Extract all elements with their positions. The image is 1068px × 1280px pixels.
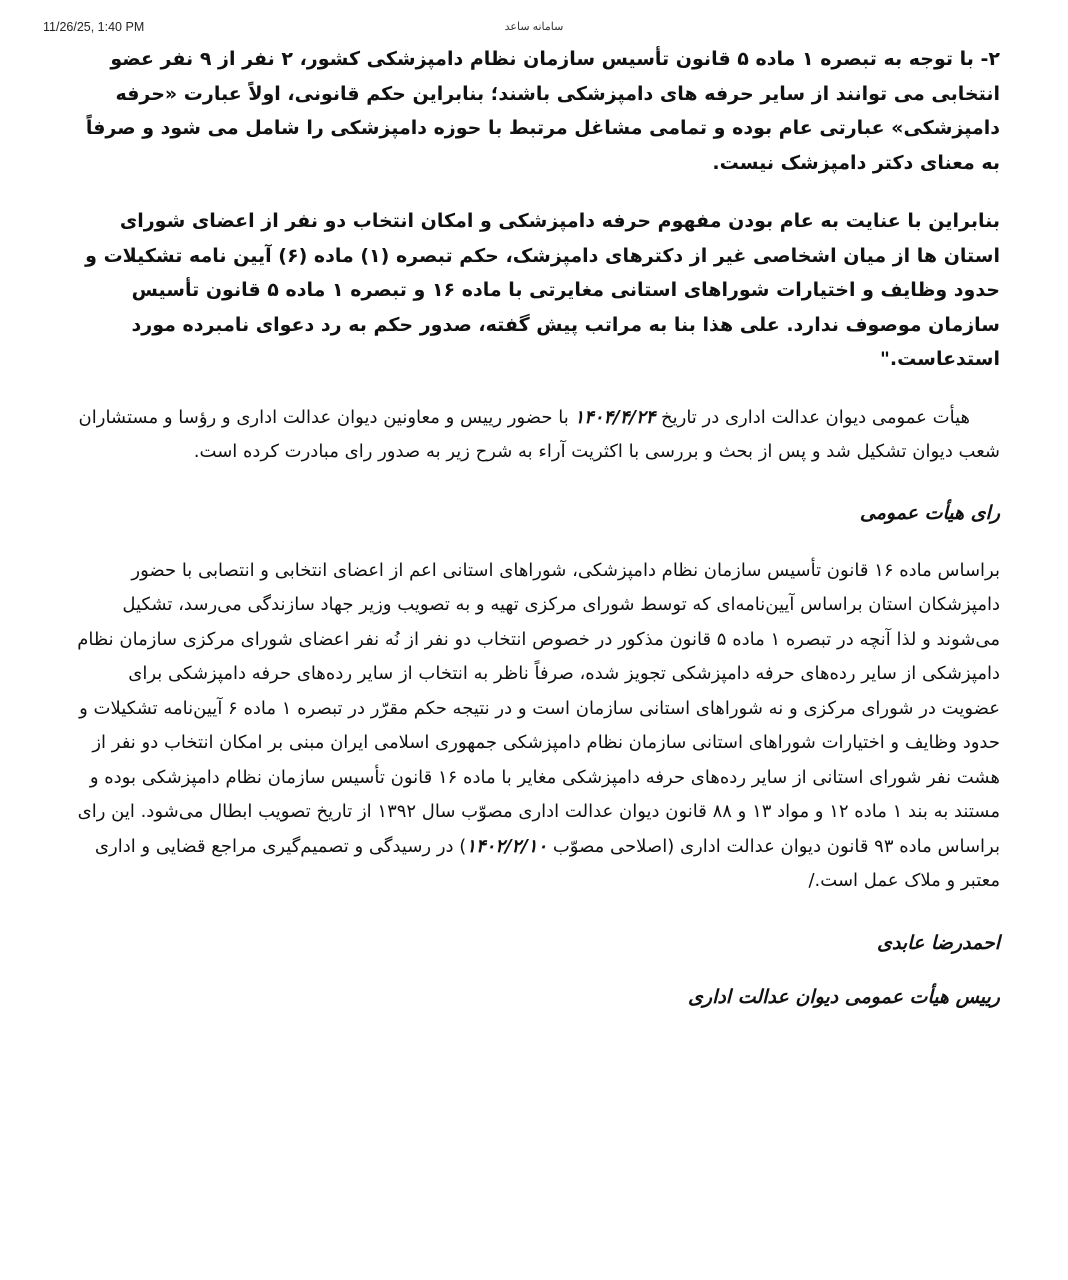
- paragraph-defense-point-2: ۲- با توجه به تبصره ۱ ماده ۵ قانون تأسیس سازمان نظام دامپزشکی کشور، ۲ نفر از ۹ نفر عضو انتخابی می توانند از سایر حرفه های دامپزشکی باشند؛ بنابراین حکم قانونی، اولاً عبارت «حرفه دامپزشکی» عبارتی عام بوده و تمامی مشاغل مرتبط با حوزه دامپزشکی را شامل می شود و صرفاً به معنای دکتر دامپزشک نیست.: [85, 48, 1000, 174]
- signatory-title: رییس هیأت عمومی دیوان عدالت اداری: [688, 985, 1000, 1008]
- ruling-text-end: ) در رسیدگی و تصمیم‌گیری مراجع قضایی و اداری معتبر و ملاک عمل است./: [94, 835, 1000, 891]
- signatory-name: احمدرضا عابدی: [877, 931, 1000, 954]
- session-date: ۱۴۰۴/۴/۲۴: [574, 406, 656, 428]
- ruling-text-start: براساس ماده ۱۶ قانون تأسیس سازمان نظام دامپزشکی، شوراهای استانی اعم از اعضای انتخابی و انتصابی با حضور دامپزشکان استان براساس آیین‌نامه‌ای که توسط شورای مرکزی تهیه و به تصویب وزیر جهاد سازندگی می‌رسد، تشکیل می‌شوند و لذا آنچه در تبصره ۱ ماده ۵ قانون مذکور در خصوص انتخاب دو نفر از نُه نفر اعضای شورای مرکزی سازمان نظام دامپزشکی از سایر رده‌های حرفه دامپزشکی تجویز شده، صرفاً ناظر به انتخاب از سایر رده‌های حرفه دامپزشکی برای عضویت در شورای مرکزی و نه شوراهای استانی سازمان است و در نتیجه حکم مقرّر در تبصره ۱ ماده ۶ آیین‌نامه تشکیلات و حدود وظایف و اختیارات شوراهای استانی سازمان نظام دامپزشکی جمهوری اسلامی ایران مبنی بر امکان انتخاب دو نفر از هشت نفر شورای استانی از سایر رده‌های حرفه دامپزشکی مغایر با ماده ۱۶ قانون تأسیس سازمان نظام دامپزشکی بوده و مستند به بند ۱ ماده ۱۲ و مواد ۱۳ و ۸۸ قانون دیوان عدالت اداری مصوّب سال ۱۳۹۲ از تاریخ تصویب ابطال می‌شود. این رای براساس ماده ۹۳ قانون دیوان عدالت اداری (اصلاحی مصوّب: [77, 559, 1000, 857]
- paragraph-session-intro: [68, 401, 1000, 470]
- print-header: [0, 18, 1068, 38]
- document-body: [68, 42, 1000, 1013]
- session-intro-text-end: با حضور رییس و معاونین دیوان عدالت اداری و رؤسا و مستشاران شعب دیوان تشکیل شد و پس از بحث و بررسی با اکثریت آراء به شرح زیر به صدور رای مبادرت کرده است.: [78, 406, 1000, 462]
- paragraph-ruling-body: [68, 554, 1000, 899]
- amendment-date: ۱۴۰۲/۲/۱۰: [466, 835, 548, 857]
- ruling-heading: رای هیأت عمومی: [859, 501, 1000, 524]
- print-timestamp: 11/26/25, 1:40 PM: [43, 20, 145, 34]
- paragraph-defense-conclusion: بنابراین با عنایت به عام بودن مفهوم حرفه دامپزشکی و امکان انتخاب دو نفر از اعضای شورای استان ها از میان اشخاصی غیر از دکترهای دامپزشک، حکم تبصره (۱) ماده (۶) آیین نامه تشکیلات و حدود وظایف و اختیارات شوراهای استانی مغایرتی با ماده ۱۶ و تبصره ۱ ماده ۵ قانون تأسیس سازمان موصوف ندارد. علی هذا بنا به مراتب پیش گفته، صدور حکم به رد دعوای نامبرده مورد استدعاست.": [85, 210, 1000, 370]
- site-title: سامانه ساعد: [504, 21, 564, 33]
- session-intro-text-start: هیأت عمومی دیوان عدالت اداری در تاریخ: [655, 406, 970, 428]
